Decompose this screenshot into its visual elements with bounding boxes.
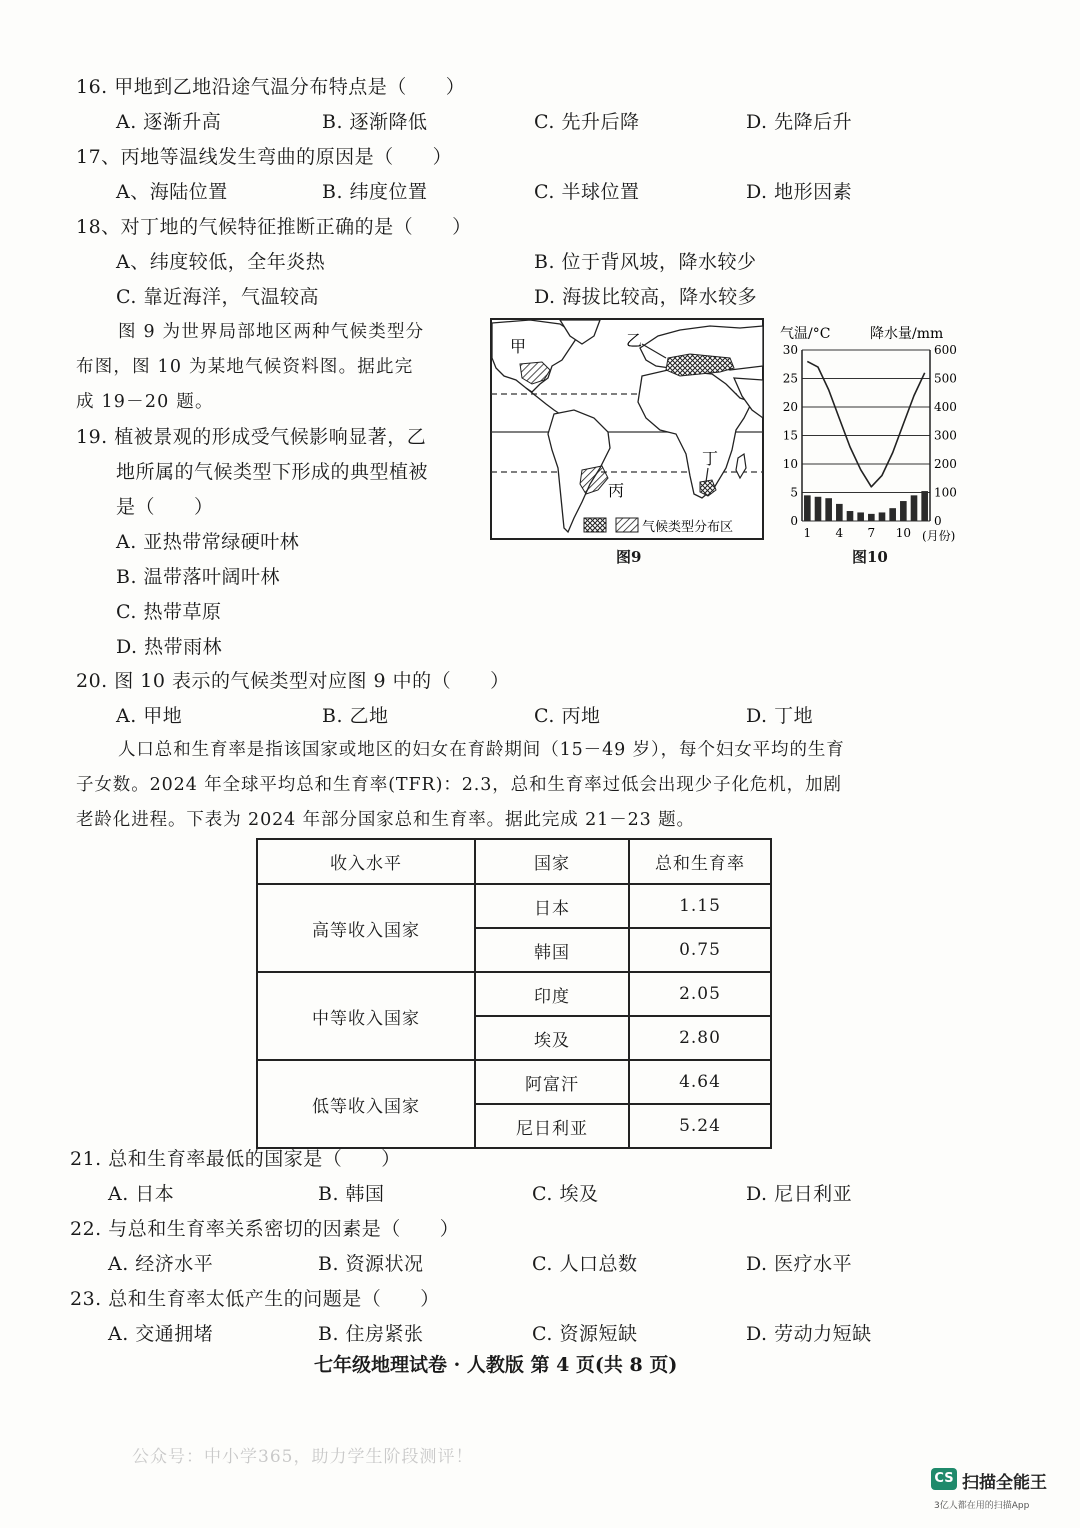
fig10-plot [783, 343, 957, 540]
q19-stem-line2: 地所属的气候类型下形成的典型植被 [116, 461, 429, 483]
precip-bar [804, 495, 811, 521]
q22-option-b: B. 资源状况 [318, 1253, 424, 1275]
precip-bar [868, 514, 875, 521]
q18-option-c: C. 靠近海洋，气温较高 [116, 286, 319, 308]
precip-bar [825, 498, 832, 521]
country-cell: 印度 [475, 972, 629, 1016]
precip-bar [911, 495, 918, 521]
q21-option-d: D. 尼日利亚 [746, 1183, 853, 1205]
q20-option-c: C. 丙地 [534, 705, 601, 727]
cs-logo-icon: CS [931, 1468, 957, 1490]
q22-option-c: C. 人口总数 [532, 1253, 638, 1275]
q20-stem: 20. 图 10 表示的气候类型对应图 9 中的（ ） [76, 670, 510, 692]
income-level-cell: 低等收入国家 [257, 1060, 475, 1148]
q23-option-b: B. 住房紧张 [318, 1323, 424, 1345]
precip-bar [900, 501, 907, 521]
q18-option-b: B. 位于背风坡，降水较少 [534, 251, 757, 273]
label-ding: 丁 [702, 449, 719, 468]
precip-bar [847, 511, 854, 521]
intro21-line3: 老龄化进程。下表为 2024 年部分国家总和生育率。据此完成 21－23 题。 [76, 810, 695, 830]
q17-option-d: D. 地形因素 [746, 181, 853, 203]
intro21-line1: 人口总和生育率是指该国家或地区的妇女在育龄期间（15－49 岁），每个妇女平均的生育 [118, 740, 845, 760]
precip-bar [921, 491, 928, 521]
precip-bar [857, 512, 864, 521]
q19-stem-line1: 19. 植被景观的形成受气候影响显著，乙 [76, 426, 427, 448]
x-tick: 10 [895, 526, 911, 540]
precip-axis-label: 降水量/mm [870, 326, 944, 342]
y-tick-right: 400 [934, 400, 957, 414]
label-yi: 乙 [626, 331, 643, 350]
legend-swatch-cross [584, 518, 606, 532]
figure10-chart [776, 318, 966, 550]
q16-option-b: B. 逐渐降低 [322, 111, 428, 133]
q17-option-b: B. 纬度位置 [322, 181, 428, 203]
y-tick-left: 20 [782, 400, 798, 414]
y-tick-right: 200 [934, 457, 957, 471]
figure9-caption: 图9 [616, 548, 642, 566]
q20-option-a: A. 甲地 [116, 705, 183, 727]
q18-stem: 18、对丁地的气候特征推断正确的是（ ） [76, 216, 472, 238]
y-tick-left: 5 [790, 485, 798, 500]
q21-option-b: B. 韩国 [318, 1183, 385, 1205]
y-tick-left: 30 [782, 343, 798, 357]
q17-option-c: C. 半球位置 [534, 181, 640, 203]
page-footer: 七年级地理试卷 · 人教版 第 4 页(共 8 页) [314, 1354, 678, 1376]
q20-option-b: B. 乙地 [322, 705, 389, 727]
q19-option-a: A. 亚热带常绿硬叶林 [116, 531, 300, 553]
q19-stem-line3: 是（ ） [116, 496, 214, 518]
tfr-cell: 4.64 [629, 1060, 771, 1104]
table-header: 收入水平 [257, 839, 475, 884]
q18-option-d: D. 海拔比较高，降水较多 [534, 286, 758, 308]
country-cell: 韩国 [475, 928, 629, 972]
q23-option-a: A. 交通拥堵 [108, 1323, 214, 1345]
q16-option-a: A. 逐渐升高 [116, 111, 222, 133]
y-tick-right: 500 [934, 371, 957, 386]
intro21-line2: 子女数。2024 年全球平均总和生育率(TFR)：2.3，总和生育率过低会出现少子化危机，加剧 [76, 775, 842, 795]
y-tick-right: 0 [934, 514, 942, 528]
table-header: 国家 [475, 839, 629, 884]
y-tick-right: 300 [934, 428, 957, 443]
q19-option-b: B. 温带落叶阔叶林 [116, 566, 281, 588]
table-row [257, 884, 771, 928]
tfr-cell: 0.75 [629, 928, 771, 972]
tfr-cell: 5.24 [629, 1104, 771, 1148]
q18-option-a: A、纬度较低，全年炎热 [116, 251, 326, 273]
table-header: 总和生育率 [629, 839, 771, 884]
figure9-map [490, 318, 764, 540]
q16-stem: 16. 甲地到乙地沿途气温分布特点是（ ） [76, 76, 466, 98]
country-cell: 日本 [475, 884, 629, 928]
q21-stem: 21. 总和生育率最低的国家是（ ） [70, 1148, 401, 1170]
country-cell: 阿富汗 [475, 1060, 629, 1104]
y-tick-left: 15 [782, 428, 798, 443]
temp-axis-label: 气温/°C [780, 326, 831, 342]
y-tick-left: 10 [782, 457, 798, 471]
q22-option-a: A. 经济水平 [108, 1253, 214, 1275]
q19-option-c: C. 热带草原 [116, 601, 222, 623]
q20-option-d: D. 丁地 [746, 705, 814, 727]
watermark-text: 公众号：中小学365，助力学生阶段测评！ [132, 1447, 474, 1467]
country-cell: 尼日利亚 [475, 1104, 629, 1148]
precip-bar [889, 508, 896, 521]
precip-bar [879, 512, 886, 521]
y-tick-right: 100 [934, 485, 957, 500]
q22-option-d: D. 医疗水平 [746, 1253, 853, 1275]
precip-bar [815, 497, 822, 521]
income-level-cell: 中等收入国家 [257, 972, 475, 1060]
x-tick: 4 [835, 526, 844, 540]
q22-stem: 22. 与总和生育率关系密切的因素是（ ） [70, 1218, 460, 1240]
q21-option-a: A. 日本 [108, 1183, 175, 1205]
q19-option-d: D. 热带雨林 [116, 636, 223, 658]
q23-option-d: D. 劳动力短缺 [746, 1323, 872, 1345]
income-level-cell: 高等收入国家 [257, 884, 475, 972]
table-row [257, 1060, 771, 1104]
label-bing: 丙 [608, 481, 625, 500]
y-tick-left: 0 [790, 514, 798, 528]
q23-option-c: C. 资源短缺 [532, 1323, 638, 1345]
temperature-line [807, 361, 924, 486]
q16-option-c: C. 先升后降 [534, 111, 640, 133]
q17-option-a: A、海陆位置 [116, 181, 228, 203]
cs-app-title: 扫描全能王 [962, 1473, 1047, 1493]
y-tick-right: 600 [934, 343, 957, 357]
legend-swatch-hatch [616, 518, 638, 532]
cs-app-subtitle: 3亿人都在用的扫描App [934, 1501, 1030, 1511]
month-unit-label: (月份) [922, 529, 956, 543]
intro19-line2: 布图，图 10 为某地气候资料图。据此完 [76, 357, 414, 377]
x-tick: 1 [803, 526, 812, 540]
label-jia: 甲 [510, 337, 527, 356]
q23-stem: 23. 总和生育率太低产生的问题是（ ） [70, 1288, 440, 1310]
table-row [257, 972, 771, 1016]
q16-option-d: D. 先降后升 [746, 111, 853, 133]
legend-label: 气候类型分布区 [642, 520, 734, 535]
tfr-cell: 1.15 [629, 884, 771, 928]
tfr-cell: 2.80 [629, 1016, 771, 1060]
precip-bar [836, 504, 843, 521]
x-tick: 7 [867, 526, 876, 540]
intro19-line1: 图 9 为世界局部地区两种气候类型分 [118, 322, 425, 342]
figure10-caption: 图10 [852, 548, 888, 566]
q17-stem: 17、丙地等温线发生弯曲的原因是（ ） [76, 146, 453, 168]
country-cell: 埃及 [475, 1016, 629, 1060]
y-tick-left: 25 [782, 371, 798, 386]
table-header-row [257, 839, 771, 884]
tfr-table [256, 838, 772, 1149]
intro19-line3: 成 19－20 题。 [76, 392, 214, 412]
tfr-cell: 2.05 [629, 972, 771, 1016]
q21-option-c: C. 埃及 [532, 1183, 599, 1205]
